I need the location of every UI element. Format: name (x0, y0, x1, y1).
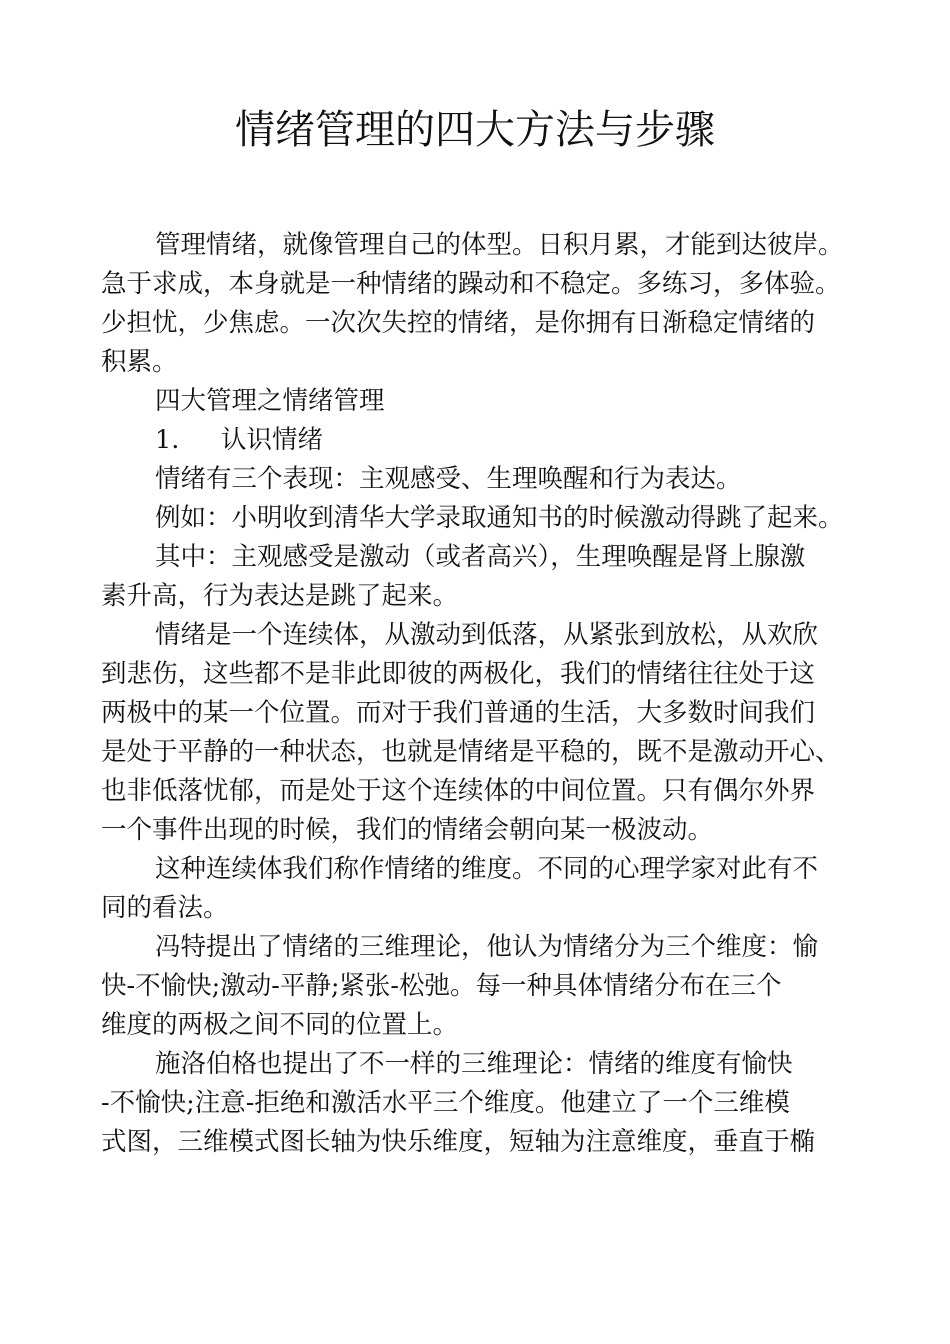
paragraph-line: 积累。 (101, 347, 178, 377)
paragraph-line: 式图，三维模式图长轴为快乐维度，短轴为注意维度，垂直于椭 (101, 1127, 816, 1157)
paragraph-line: 同的看法。 (101, 893, 229, 923)
paragraph-line: 例如：小明收到清华大学录取通知书的时候激动得跳了起来。 (155, 503, 844, 533)
paragraph-line: 素升高，行为表达是跳了起来。 (101, 581, 459, 611)
paragraph-line: 维度的两极之间不同的位置上。 (101, 1010, 459, 1040)
paragraph-line: 管理情绪，就像管理自己的体型。日积月累，才能到达彼岸。 (155, 230, 844, 260)
document-title: 情绪管理的四大方法与步骤 (235, 107, 715, 153)
paragraph-line: 少担忧，少焦虑。一次次失控的情绪，是你拥有日渐稳定情绪的 (101, 308, 816, 338)
paragraph-line: 是处于平静的一种状态，也就是情绪是平稳的，既不是激动开心、 (101, 737, 841, 767)
section-number: 1. (155, 425, 180, 455)
paragraph-line: 冯特提出了情绪的三维理论，他认为情绪分为三个维度：愉 (155, 932, 819, 962)
paragraph-line: 其中：主观感受是激动（或者高兴），生理唤醒是肾上腺激 (155, 542, 806, 572)
paragraph-line: 施洛伯格也提出了不一样的三维理论：情绪的维度有愉快 (155, 1049, 793, 1079)
paragraph-line: 两极中的某一个位置。而对于我们普通的生活，大多数时间我们 (101, 698, 816, 728)
section-heading-text: 认识情绪 (221, 425, 324, 455)
document-body (101, 226, 891, 1162)
section-heading: 四大管理之情绪管理 (155, 386, 385, 416)
paragraph-line: 也非低落忧郁，而是处于这个连续体的中间位置。只有偶尔外界 (101, 776, 816, 806)
numbered-heading (101, 421, 891, 460)
paragraph-line: 情绪有三个表现：主观感受、生理唤醒和行为表达。 (155, 464, 742, 494)
paragraph-line: 这种连续体我们称作情绪的维度。不同的心理学家对此有不 (155, 854, 819, 884)
paragraph-line: -不愉快;注意-拒绝和激活水平三个维度。他建立了一个三维模 (101, 1088, 790, 1118)
paragraph-line: 情绪是一个连续体，从激动到低落，从紧张到放松，从欢欣 (155, 620, 819, 650)
paragraph-line: 到悲伤，这些都不是非此即彼的两极化，我们的情绪往往处于这 (101, 659, 816, 689)
paragraph-line: 快-不愉快;激动-平静;紧张-松弛。每一种具体情绪分布在三个 (101, 971, 782, 1001)
paragraph-line: 一个事件出现的时候，我们的情绪会朝向某一极波动。 (101, 815, 714, 845)
paragraph-line: 急于求成，本身就是一种情绪的躁动和不稳定。多练习，多体验。 (101, 269, 841, 299)
